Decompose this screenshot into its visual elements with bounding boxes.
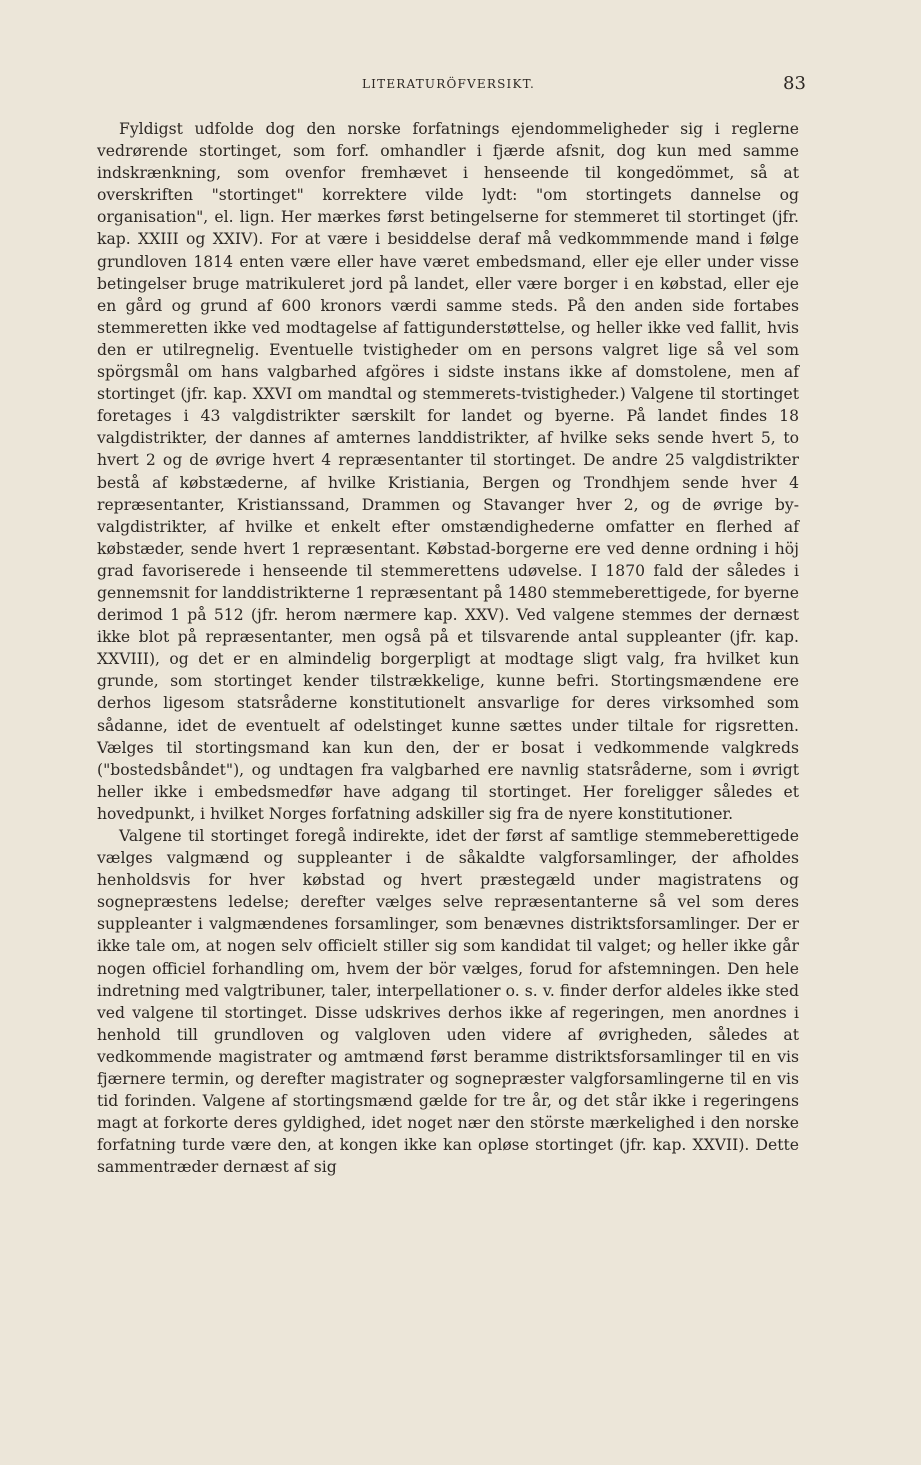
paragraph-stortinget-rules: Fyldigst udfolde dog den norske forfatnings ejendommeligheder sig i reglerne vedrørende stortinget, som forf. omhandler i fjærde afsnit, dog kun med samme indskrænkning, som ovenfor fremhævet i henseende til kongedömmet, så at overskriften "stortinget" korrektere vilde lydt: "om stortingets dannelse og organisation", el. lign. Her mærkes først betingelserne for stemmeret til stortinget (jfr. kap. XXIII og XXIV). For at være i besiddelse deraf må vedkommmende mand i følge grundloven 1814 enten være eller have været embedsmand, eller eje eller under visse betingelser bruge matrikuleret jord på landet, eller være borger i en købstad, eller eje en gård og grund af 600 kronors værdi samme steds. På den anden side fortabes stemmeretten ikke ved modtagelse af fattigunderstøttelse, og heller ikke ved fallit, hvis den er utilregnelig. Eventuelle tvistigheder om en persons valgret lige så vel som spörgsmål om hans valgbarhed afgöres i sidste instans ikke af domstolene, men af stortinget (jfr. kap. XXVI om mandtal og stemmerets-tvistigheder.) Valgene til stortinget foretages i 43 valgdistrikter særskilt for landet og byerne. På landet findes 18 valgdistrikter, der dannes af amternes landdistrikter, af hvilke seks sende hvert 5, to hvert 2 og de øvrige hvert 4 repræsentanter til stortinget. De andre 25 valgdistrikter bestå af købstæderne, af hvilke Kristiania, Bergen og Trondhjem sende hver 4 repræsentanter, Kristianssand, Drammen og Stavanger hver 2, og de øvrige by-valgdistrikter, af hvilke et enkelt efter omstændighederne omfatter en flerhed af købstæder, sende hvert 1 repræsentant. Købstad-borgerne ere ved denne ordning i höj grad favoriserede i henseende til stemmerettens udøvelse. I 1870 fald der således i gennemsnit for landdistrikterne 1 repræsentant på 1480 stemmeberettigede, for byerne derimod 1 på 512 (jfr. herom nærmere kap. XXV). Ved valgene stemmes der dernæst ikke blot på repræsentanter, men også på et tilsvarende antal suppleanter (jfr. kap. XXVIII), og det er en almindelig borgerpligt at modtage sligt valg, fra hvilket kun grunde, som stortinget kender tilstrækkelige, kunne befri. Stortingsmændene ere derhos ligesom statsråderne konstitutionelt ansvarlige for deres virksomhed som sådanne, idet de eventuelt af odelstinget kunne sættes under tiltale for rigsretten. Vælges til stortingsmand kan kun den, der er bosat i vedkommende valgkreds ("bostedsbåndet"), og undtagen fra valgbarhed ere navnlig statsråderne, som i øvrigt heller ikke i embedsmedfør have adgang til stortinget. Her foreligger således et hovedpunkt, i hvilket Norges forfatning adskiller sig fra de nyere konstitutioner. bbox=[97, 120, 799, 823]
running-head bbox=[0, 70, 921, 100]
paragraph-indirect-elections: Valgene til stortinget foregå indirekte, idet der først af samtlige stemmeberettigede vælges valgmænd og suppleanter i de såkaldte valgforsamlinger, der afholdes henholdsvis for hver købstad og hvert præstegæld under magistratens og sognepræstens ledelse; derefter vælges selve repræsentanterne så vel som deres suppleanter i valgmændenes forsamlinger, som benævnes distriktsforsamlinger. Der er ikke tale om, at nogen selv officielt stiller sig som kandidat til valget; og heller ikke går nogen officiel forhandling om, hvem der bör vælges, forud for afstemningen. Den hele indretning med valgtribuner, taler, interpellationer o. s. v. finder derfor aldeles ikke sted ved valgene til stortinget. Disse udskrives derhos ikke af regeringen, men anordnes i henhold till grundloven og valgloven uden videre af øvrigheden, således at vedkommende magistrater og amtmænd først beramme distriktsforsamlinger til en vis fjærnere termin, og derefter magistrater og sognepræster valgforsamlingerne til en vis tid forinden. Valgene af stortingsmænd gælde for tre år, og det står ikke i regeringens magt at forkorte deres gyldighed, idet noget nær den störste mærkelighed i den norske forfatning turde være den, at kongen ikke kan opløse stortinget (jfr. kap. XXVII). Dette sammentræder dernæst af sig bbox=[97, 827, 799, 1177]
page-number: 83 bbox=[783, 73, 806, 94]
body-text bbox=[97, 118, 799, 1179]
running-title: LITERATURÖFVERSIKT. bbox=[362, 77, 536, 91]
